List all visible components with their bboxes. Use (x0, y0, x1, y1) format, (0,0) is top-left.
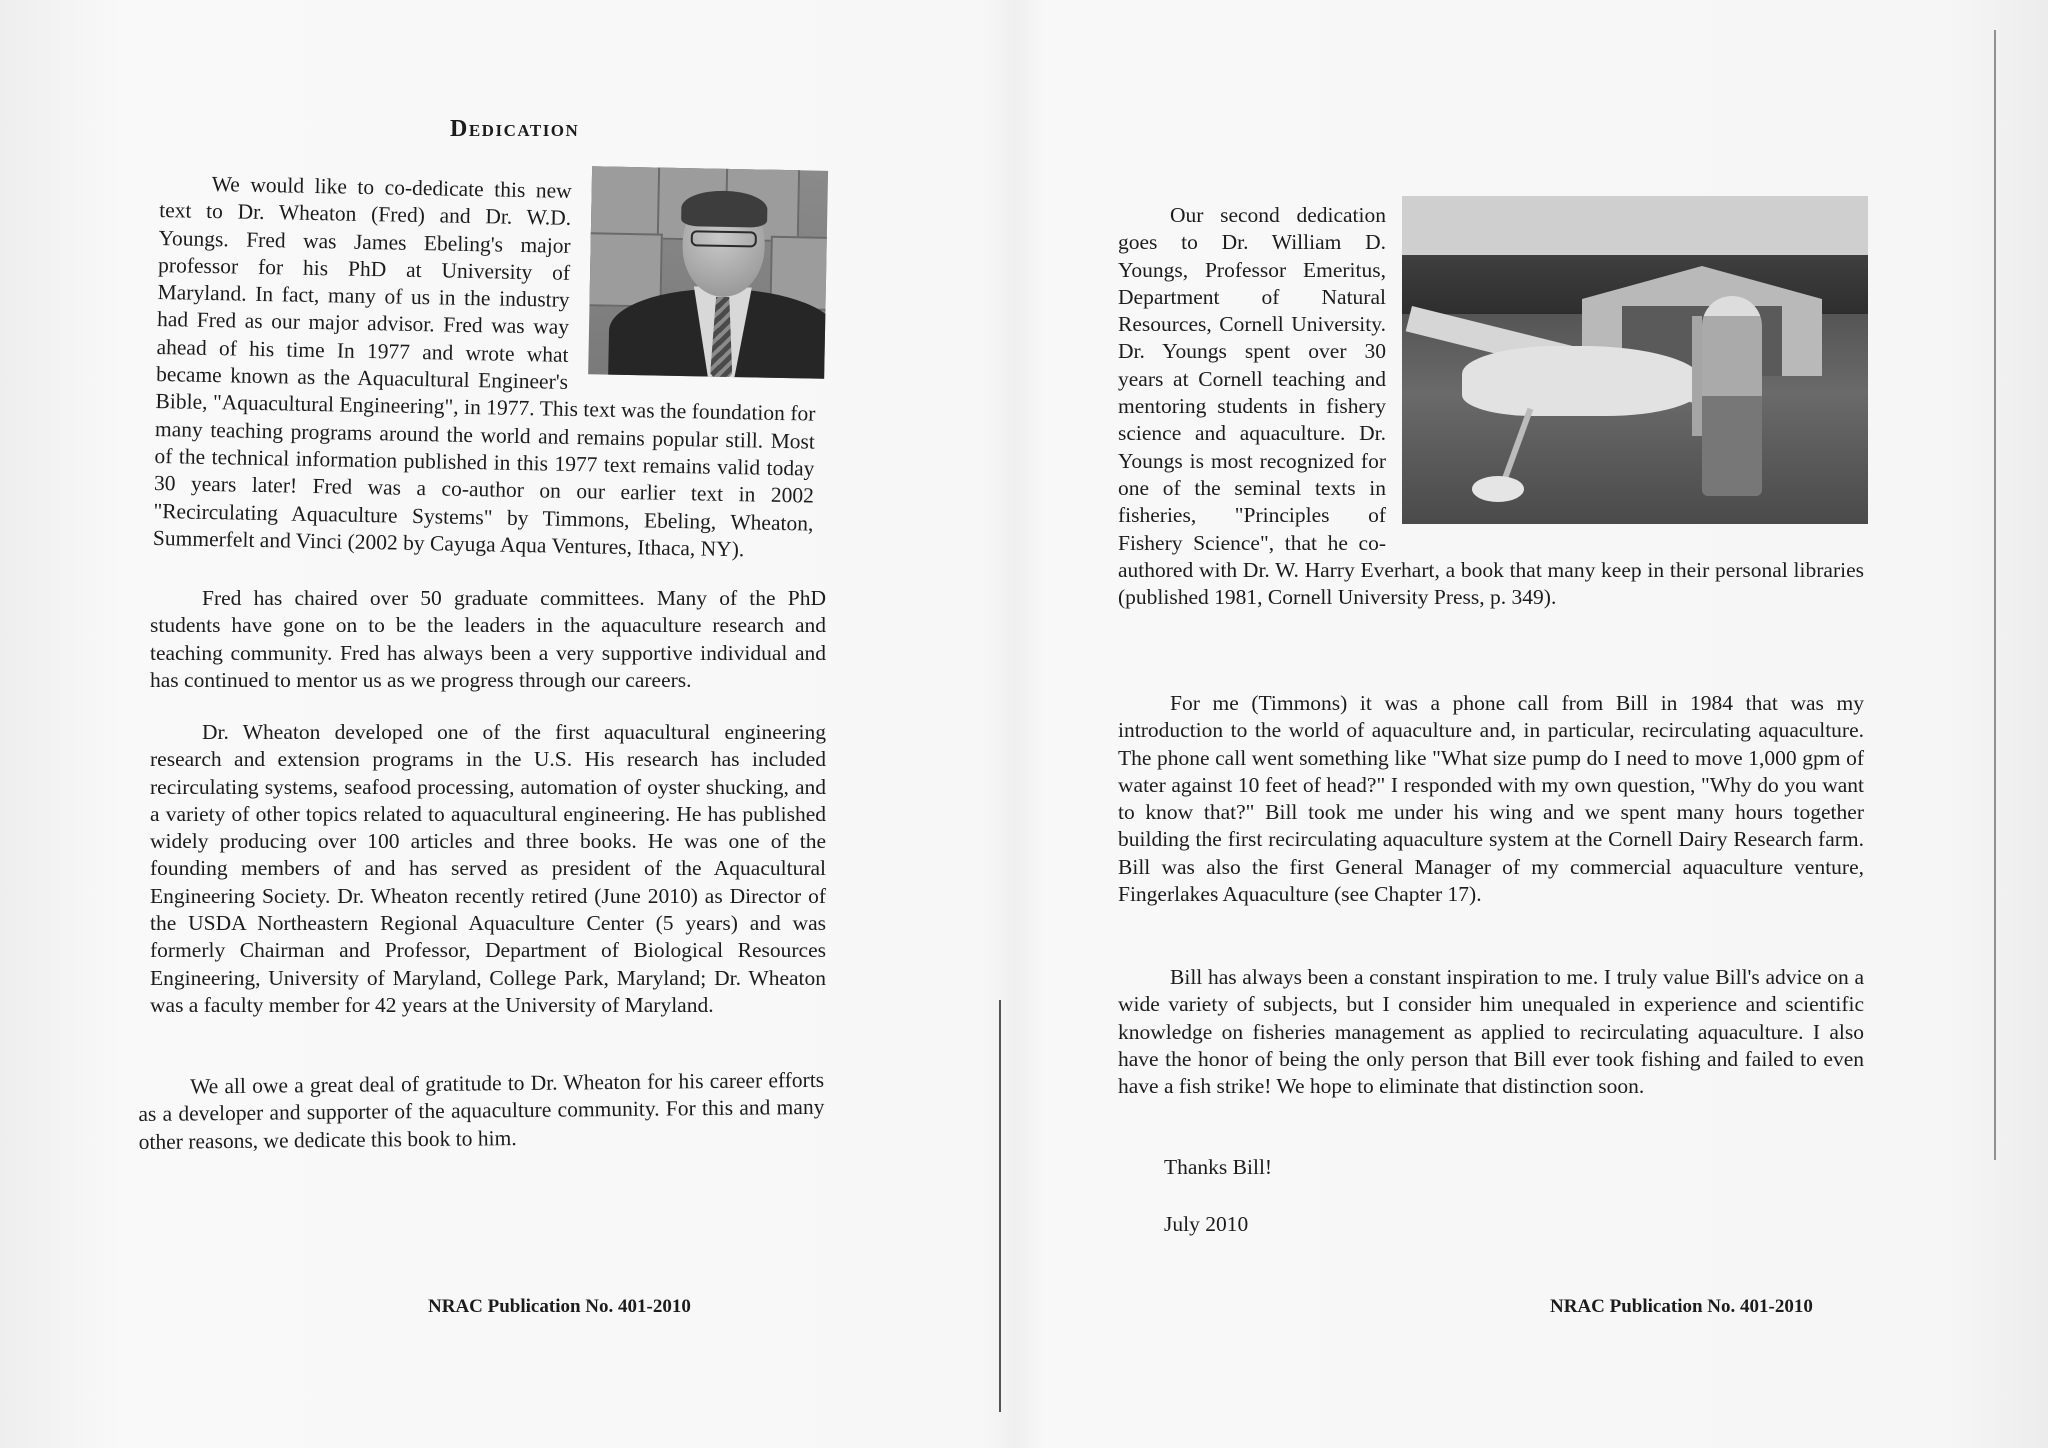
photo-person-standing (1702, 296, 1762, 496)
paragraph-text: We would like to co-dedicate this new text to Dr. Wheaton (Fred) and Dr. W.D. Youngs. Fred was James Ebeling's major professor for his PhD at University of Maryland. In fact, many of us in the industry had Fred as our major advisor. Fred was way ahead of his time In 1977 and wrote what became known as the Aquacultural Engineer's Bible, "Aquacultural Engineering", in 1977. This text was the foundation for many teaching programs around the world and remains popular still. Most of the technical information published in this 1977 text remains valid today 30 years later! Fred was a co-author on our earlier text in 2002 "Recirculating Aquaculture Systems" by Timmons, Ebeling, Wheaton, Summerfelt and Vinci (2002 by Cayuga Aqua Ventures, Ithaca, NY). (152, 171, 816, 562)
footer-publication-number-left: NRAC Publication No. 401-2010 (428, 1296, 691, 1317)
wall-tile (589, 166, 664, 239)
dedication-paragraph-4: We all owe a great deal of gratitude to Dr. Wheaton for his career efforts as a developer and supporter of the aquaculture community. For this and many other reasons, we dedicate this book to him. (138, 1067, 825, 1154)
inspiration-paragraph: Bill has always been a constant inspiration to me. I truly value Bill's advice on a wide variety of subjects, but I consider him unequaled in experience and scientific knowledge on fisheries management as applied to recirculating aquaculture. I also have the honor of being the only person that Bill ever took fishing and failed to even have a fish strike! We hope to eliminate that distinction soon. (1118, 965, 1864, 1099)
page-title: Dedication (450, 116, 580, 142)
photo-propeller (1692, 316, 1702, 436)
paragraph-text: Our second dedication goes to Dr. William D. Youngs, Professor Emeritus, Department of Natural Resources, Cornell University. Dr. Youngs spent over 30 years at Cornell teaching and mentoring students in fishery science and aquaculture. Dr. Youngs is most recognized for one of the seminal texts in fisheries, "Principles of Fishery Science", that he co-authored with Dr. W. Harry Everhart, a book that many keep in their personal libraries (published 1981, Cornell University Press, p. 349). (1118, 203, 1864, 610)
portrait-hair (681, 190, 768, 228)
date-line: July 2010 (1164, 1212, 1249, 1236)
dedication-paragraph-youngs (1118, 202, 1864, 611)
left-page (130, 0, 910, 1448)
timmons-paragraph: For me (Timmons) it was a phone call from Bill in 1984 that was my introduction to the world of aquaculture and, in particular, recirculating aquaculture. The phone call went something like "What size pump do I need to move 1,000 gpm of water against 10 feet of head?" I responded with my own question, "Why do you want to know that?" Bill took me under his wing and we spent many hours together building the first recirculating aquaculture system at the Cornell Dairy Research farm. Bill was also the first General Manager of my commercial aquaculture venture, Fingerlakes Aquaculture (see Chapter 17). (1118, 691, 1864, 907)
portrait-photo-dr-wheaton (588, 166, 828, 378)
right-page (1118, 0, 1870, 1448)
portrait-glasses (691, 230, 757, 247)
photo-dr-youngs-with-airplane (1402, 196, 1868, 524)
photo-wheel (1472, 476, 1524, 502)
photo-airplane-fuselage (1462, 346, 1702, 416)
dedication-paragraph-2: Fred has chaired over 50 graduate committees. Many of the PhD students have gone on to be the leaders in the aquaculture research and teaching community. Fred has always been a very supportive individual and has continued to mentor us as we progress through our careers. (150, 586, 826, 692)
footer-publication-number-right: NRAC Publication No. 401-2010 (1550, 1296, 1813, 1317)
page-edge-line (1994, 30, 1996, 1160)
dedication-paragraph-1 (153, 170, 820, 565)
closing-line: Thanks Bill! (1164, 1155, 1273, 1179)
dedication-paragraph-3: Dr. Wheaton developed one of the first aquacultural engineering research and extension programs in the U.S. His research has included recirculating systems, seafood processing, automation of oyster shucking, and a variety of other topics related to aquacultural engineering. He has published widely producing over 100 articles and three books. He was one of the founding members of and has served as president of the Aquacultural Engineering Society. Dr. Wheaton recently retired (June 2010) as Director of the USDA Northeastern Regional Aquaculture Center (5 years) and was formerly Chairman and Professor, Department of Biological Resources Engineering, University of Maryland, College Park, Maryland; Dr. Wheaton was a faculty member for 42 years at the University of Maryland. (150, 720, 826, 1017)
page-fold-line (999, 1000, 1001, 1412)
